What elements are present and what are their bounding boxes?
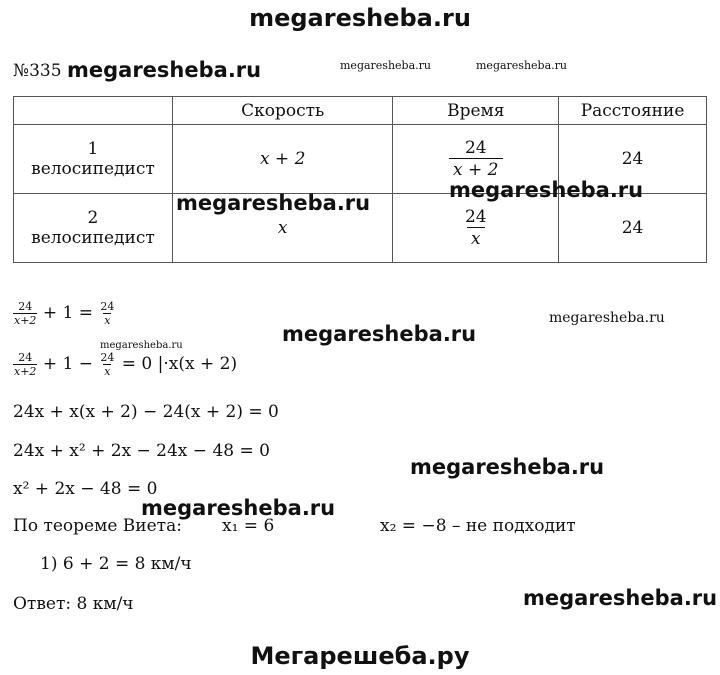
watermark-small-top-2: megaresheba.ru: [476, 59, 567, 72]
eq2-tail: = 0 |·x(x + 2): [121, 354, 238, 374]
row-speed: x + 2: [172, 125, 393, 194]
root-x2: x₂ = −8 – не подходит: [380, 516, 576, 536]
header-distance: Расстояние: [559, 97, 707, 125]
row-speed: x: [172, 194, 393, 263]
eq2-middle: + 1 −: [42, 354, 93, 374]
equation-2: [13, 351, 237, 378]
answer: Ответ: 8 км/ч: [13, 594, 134, 614]
watermark-eq-right-small: megaresheba.ru: [549, 310, 665, 326]
row-label-text: велосипедист: [31, 228, 155, 248]
footer-watermark: Мегарешеба.ру: [250, 642, 470, 670]
row-distance: 24: [559, 194, 707, 263]
row-label-number: 2: [87, 208, 99, 228]
row-label: [14, 125, 173, 194]
problem-number: №335: [13, 61, 62, 81]
watermark-table-left: megaresheba.ru: [176, 191, 371, 215]
watermark-vieta-left: megaresheba.ru: [141, 496, 336, 520]
eq1-frac1-den: x+2: [14, 314, 37, 327]
header-speed: Скорость: [172, 97, 393, 125]
watermark-eq-center: megaresheba.ru: [282, 322, 477, 346]
equation-1: [13, 300, 116, 327]
time-denominator: x + 2: [449, 158, 502, 180]
watermark-eq-tiny: megaresheba.ru: [100, 340, 183, 351]
time-denominator: x: [467, 227, 485, 249]
time-numerator: 24: [464, 207, 487, 227]
equation-4: 24x + x² + 2x − 24x − 48 = 0: [13, 441, 270, 461]
eq1-frac2-den: x: [104, 314, 111, 327]
watermark-small-top-1: megaresheba.ru: [340, 59, 431, 72]
header-watermark: megaresheba.ru: [249, 4, 471, 32]
header-time: Время: [393, 97, 559, 125]
watermark-table-right: megaresheba.ru: [449, 178, 644, 202]
table-header-row: [14, 97, 707, 125]
eq1-middle: + 1 =: [42, 303, 93, 323]
eq2-frac1-den: x+2: [14, 365, 37, 378]
row-label-number: 1: [87, 139, 99, 159]
eq2-frac2-den: x: [104, 365, 111, 378]
watermark-beside-number: megaresheba.ru: [67, 58, 262, 82]
header-empty: [14, 97, 173, 125]
eq2-frac2-num: 24: [100, 351, 115, 364]
eq1-frac1-num: 24: [18, 300, 33, 313]
eq1-frac2-num: 24: [100, 300, 115, 313]
solution-step-1: 1) 6 + 2 = 8 км/ч: [40, 554, 192, 574]
watermark-mid-right: megaresheba.ru: [410, 455, 605, 479]
equation-3: 24x + x(x + 2) − 24(x + 2) = 0: [13, 402, 279, 422]
row-label-text: велосипедист: [31, 159, 155, 179]
vieta-label: По теореме Виета:: [13, 516, 182, 536]
eq2-frac1-num: 24: [18, 351, 33, 364]
row-label: [14, 194, 173, 263]
row-distance: 24: [559, 125, 707, 194]
watermark-answer-right: megaresheba.ru: [523, 586, 718, 610]
equation-5: x² + 2x − 48 = 0: [13, 479, 158, 499]
row-time: [393, 194, 559, 263]
root-x1: x₁ = 6: [222, 516, 275, 536]
time-numerator: 24: [464, 138, 487, 158]
